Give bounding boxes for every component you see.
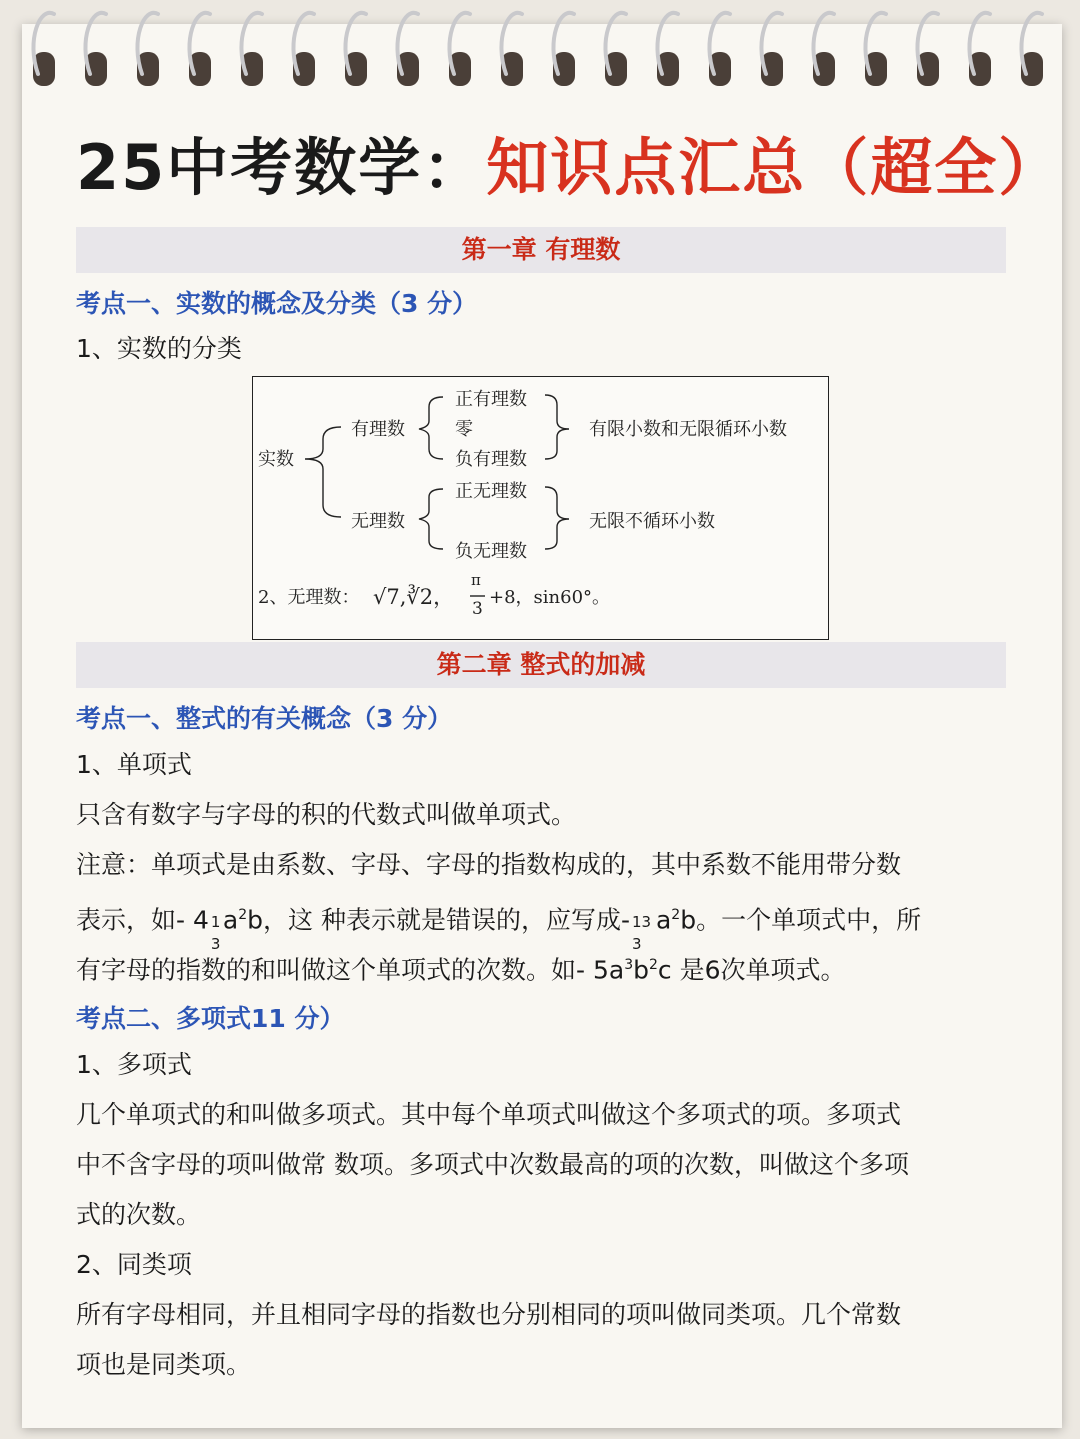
fraction-denominator: 3 <box>631 935 642 954</box>
note-line-1: 注意：单项式是由系数、字母、字母的指数构成的，其中系数不能用带分数 <box>76 850 902 879</box>
note-line-2-c: b，这 种表示就是错误的，应写成- <box>247 905 630 935</box>
fraction-thirteen-thirds <box>630 911 656 954</box>
fraction-denominator: 3 <box>210 935 221 954</box>
spiral-binding <box>0 0 1080 100</box>
superscript: 2 <box>671 907 681 923</box>
note-line-3 <box>76 940 1011 995</box>
note-line-3-c: c 是6次单项式。 <box>657 955 846 985</box>
like-terms-line-2: 项也是同类项。 <box>76 1350 252 1379</box>
superscript: 2 <box>649 957 658 973</box>
chapter-2-item-3: 2、同类项 <box>76 1250 192 1279</box>
superscript: 3 <box>624 957 634 973</box>
polynomial-line-2: 中不含字母的项叫做常 数项。多项式中次数最高的项的次数，叫做这个多项 <box>76 1150 909 1179</box>
diagram-rational: 有理数 <box>351 419 405 440</box>
diagram-example-rest: +8，sin60°。 <box>489 587 611 608</box>
chapter-2-item-2: 1、多项式 <box>76 1050 192 1079</box>
note-line-3-a: 有字母的指数的和叫做这个单项式的次数。如- 5a <box>76 955 625 985</box>
fraction-numerator: 13 <box>631 913 652 932</box>
note-line-2-e: b。一个单项式中，所 <box>680 905 922 935</box>
note-line-2-a: 表示，如- 4 <box>76 905 209 935</box>
diagram-irrational-note: 无限不循环小数 <box>589 511 715 532</box>
chapter-1-item-1: 1、实数的分类 <box>76 334 242 363</box>
title-highlight: 知识点汇总（超全） <box>486 131 1063 204</box>
chapter-1-point-1: 考点一、实数的概念及分类（3 分） <box>76 289 478 318</box>
polynomial-line-1: 几个单项式的和叫做多项式。其中每个单项式叫做这个多项式的项。多项式 <box>76 1100 902 1129</box>
note-line-2-d: a <box>655 905 672 935</box>
diagram-zero: 零 <box>455 419 473 440</box>
diagram-positive-rational: 正有理数 <box>455 389 527 410</box>
chapter-2-point-1: 考点一、整式的有关概念（3 分） <box>76 704 453 733</box>
diagram-rational-note: 有限小数和无限循环小数 <box>589 419 787 440</box>
page-title <box>76 128 1062 208</box>
diagram-example-roots: √7,∛2， <box>373 585 455 609</box>
fraction-one-third <box>209 911 223 954</box>
diagram-root: 实数 <box>258 449 294 470</box>
diagram-negative-rational: 负有理数 <box>455 449 527 470</box>
diagram-irrational: 无理数 <box>351 511 405 532</box>
diagram-positive-irrational: 正无理数 <box>455 481 527 502</box>
monomial-definition: 只含有数字与字母的积的代数式叫做单项式。 <box>76 800 577 829</box>
diagram-three: 3 <box>472 599 483 619</box>
chapter-2-heading: 第二章 整式的加减 <box>76 642 1006 688</box>
real-number-classification-diagram <box>252 376 829 640</box>
note-line-3-b: b <box>633 955 649 985</box>
superscript: 2 <box>238 907 248 923</box>
note-line-2 <box>76 890 1011 954</box>
like-terms-line-1: 所有字母相同，并且相同字母的指数也分别相同的项叫做同类项。几个常数 <box>76 1300 902 1329</box>
polynomial-line-3: 式的次数。 <box>76 1200 202 1229</box>
chapter-1-heading: 第一章 有理数 <box>76 227 1006 273</box>
diagram-negative-irrational: 负无理数 <box>455 541 527 562</box>
diagram-example-label: 2、无理数： <box>258 587 360 608</box>
note-line-2-b: a <box>222 905 239 935</box>
chapter-2-point-2: 考点二、多项式11 分） <box>76 1004 345 1033</box>
fraction-numerator: 1 <box>210 913 221 932</box>
chapter-2-item-1: 1、单项式 <box>76 750 192 779</box>
title-main: 25中考数学： <box>76 131 487 204</box>
diagram-pi: π <box>471 571 481 589</box>
